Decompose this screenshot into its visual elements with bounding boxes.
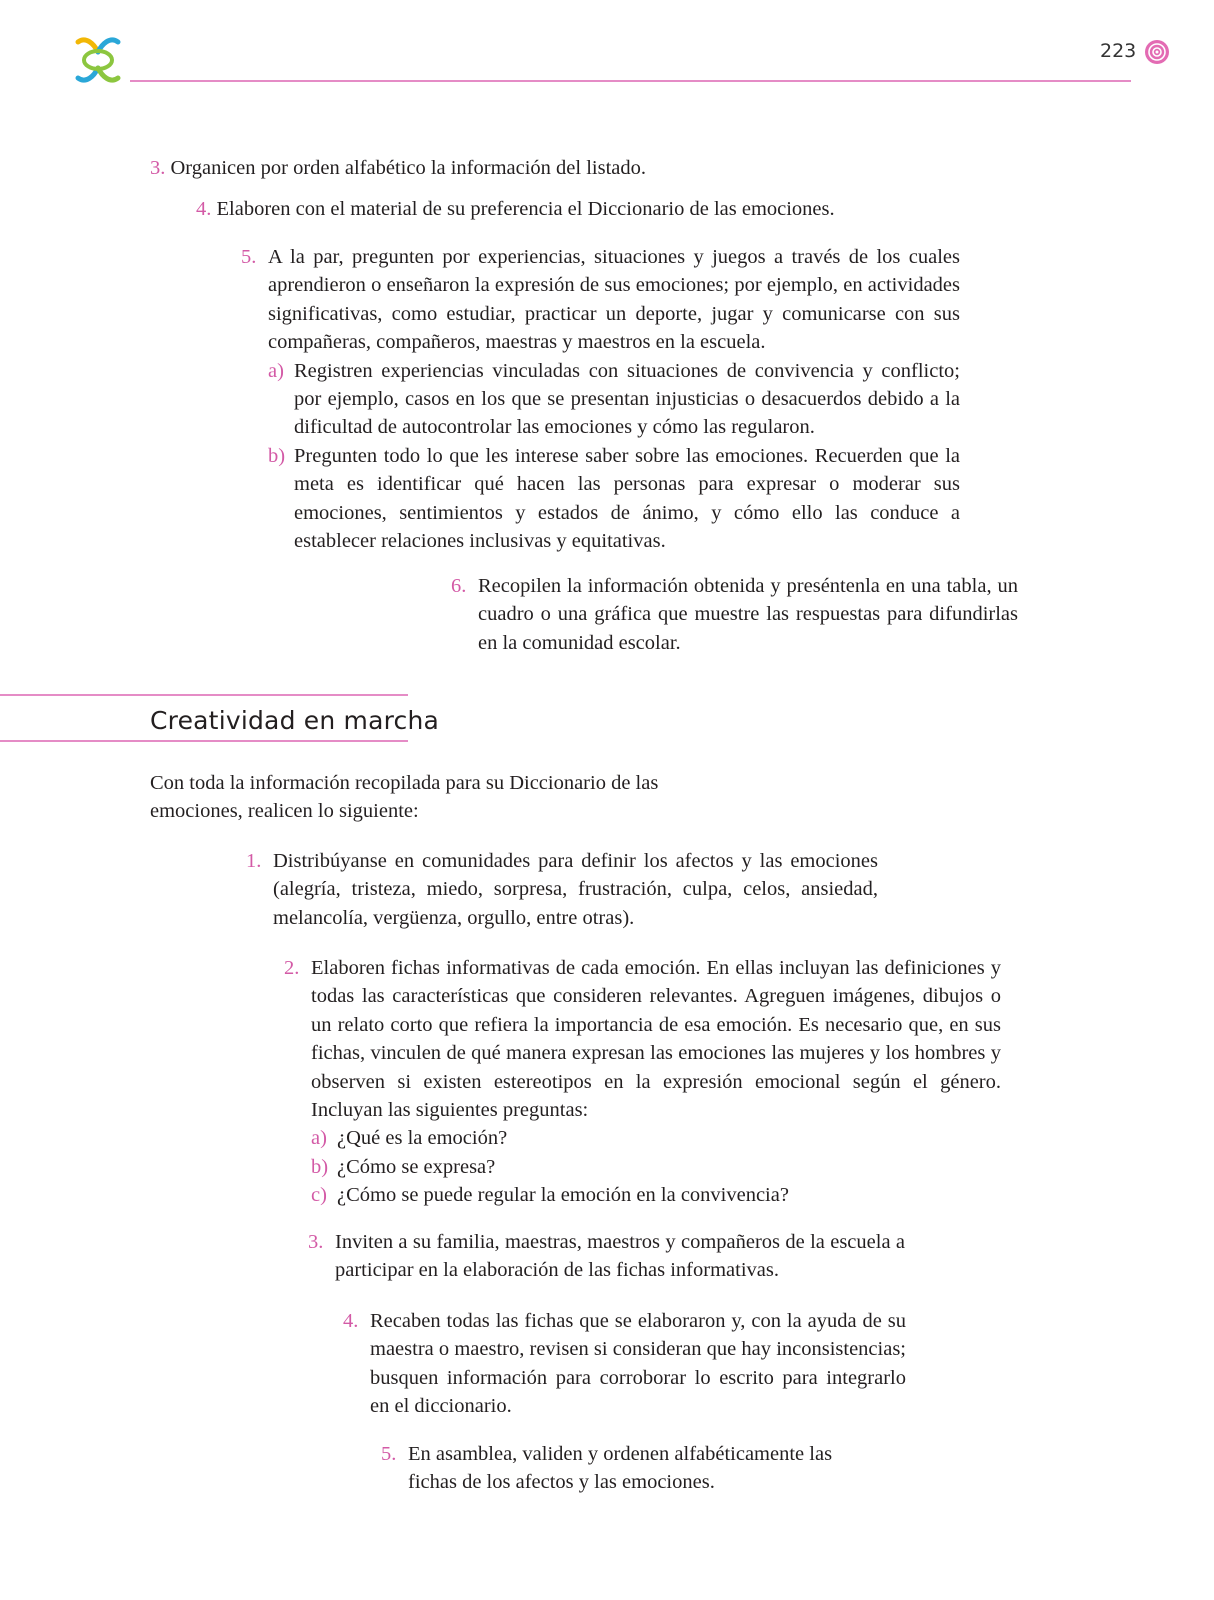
item-number: 6. xyxy=(451,575,467,597)
intertwined-rings-logo-icon xyxy=(72,34,124,86)
sub-item-letter: b) xyxy=(268,444,286,467)
sub-item-text: Pregunten todo lo que les interese saber sobre las emociones. Recuerden que la meta es identificar qué hacen las personas para expresar o moderar sus emociones, sentimientos y estados de ánimo, y cómo ello las conduce a establecer relaciones inclusivas y equitativas. xyxy=(294,444,960,553)
list-item xyxy=(343,1307,906,1421)
section-rule-top xyxy=(0,694,408,696)
item-number: 2. xyxy=(284,957,300,979)
item-number: 5. xyxy=(241,246,257,268)
item-text: Recopilen la información obtenida y preséntenla en una tabla, un cuadro o una gráfica que muestre las respuestas para difundirlas en la comunidad escolar. xyxy=(478,575,1018,654)
section-rule-bottom xyxy=(0,740,408,742)
sub-item xyxy=(268,357,960,442)
sub-item xyxy=(311,1153,1001,1181)
header-rule xyxy=(130,80,1131,82)
sub-item xyxy=(311,1124,1001,1152)
list-item xyxy=(246,847,878,932)
list-item xyxy=(308,1228,905,1285)
item-number: 3. xyxy=(308,1231,324,1253)
sub-item-text: ¿Cómo se expresa? xyxy=(337,1155,496,1178)
item-text: Organicen por orden alfabético la información del listado. xyxy=(170,157,647,179)
sub-item-letter: a) xyxy=(311,1127,327,1150)
sub-item-letter: b) xyxy=(311,1155,329,1178)
sub-item-text: Registren experiencias vinculadas con situaciones de convivencia y conflicto; por ejemplo, casos en los que se presentan injusticias o desacuerdos debido a la dificultad de autocontrolar las emociones y cómo las regularon. xyxy=(294,359,960,439)
item-text: En asamblea, validen y ordenen alfabéticamente las fichas de los afectos y las emociones. xyxy=(408,1443,833,1494)
section-intro: Con toda la información recopilada para su Diccionario de las emociones, realicen lo siguiente: xyxy=(150,772,659,823)
page-number: 223 xyxy=(1100,40,1137,62)
item-number: 1. xyxy=(246,850,262,872)
item-text: Elaboren fichas informativas de cada emoción. En ellas incluyan las definiciones y todas las características que consideren relevantes. Agreguen imágenes, dibujos o un relato corto que refiera la importancia de esa emoción. Es necesario que, en sus fichas, vinculen de qué manera expresan las emociones las mujeres y los hombres y observen si existen estereotipos en la expresión emocional según el género. Incluyan las siguientes preguntas: xyxy=(311,957,1001,1122)
item-text: Distribúyanse en comunidades para definir los afectos y las emociones (alegría, tristeza, miedo, sorpresa, frustración, culpa, celos, ansiedad, melancolía, vergüenza, orgullo, entre otras). xyxy=(273,850,878,929)
list-item xyxy=(150,154,1050,182)
list-item xyxy=(284,954,1001,1210)
sub-item xyxy=(268,442,960,556)
list-item xyxy=(196,195,1096,223)
item-number: 4. xyxy=(196,198,212,220)
sub-item-text: ¿Cómo se puede regular la emoción en la convivencia? xyxy=(337,1184,789,1207)
sub-item-letter: a) xyxy=(268,359,284,382)
item-number: 3. xyxy=(150,157,166,179)
item-number: 4. xyxy=(343,1310,359,1332)
list-item xyxy=(381,1440,868,1497)
sub-item xyxy=(311,1181,1001,1209)
list-item xyxy=(241,243,960,555)
item-text: Inviten a su familia, maestras, maestros y compañeros de la escuela a participar en la elaboración de las fichas informativas. xyxy=(335,1231,905,1282)
sub-item-text: ¿Qué es la emoción? xyxy=(337,1127,508,1150)
item-number: 5. xyxy=(381,1443,397,1465)
section-title: Creatividad en marcha xyxy=(150,706,440,735)
pink-flower-ornament-icon xyxy=(1143,38,1171,66)
sub-item-letter: c) xyxy=(311,1184,327,1207)
item-text: Elaboren con el material de su preferencia el Diccionario de las emociones. xyxy=(216,198,835,220)
item-text: A la par, pregunten por experiencias, situaciones y juegos a través de los cuales aprendieron o enseñaron la expresión de sus emociones; por ejemplo, en actividades significativas, como estudiar, practicar un deporte, jugar y comunicarse con sus compañeras, compañeros, maestras y maestros en la escuela. xyxy=(268,246,960,354)
item-text: Recaben todas las fichas que se elaboraron y, con la ayuda de su maestra o maestro, revisen si consideran que hay inconsistencias; busquen información para corroborar lo escrito para integrarlo en el diccionario. xyxy=(370,1310,906,1418)
list-item xyxy=(451,572,1018,657)
